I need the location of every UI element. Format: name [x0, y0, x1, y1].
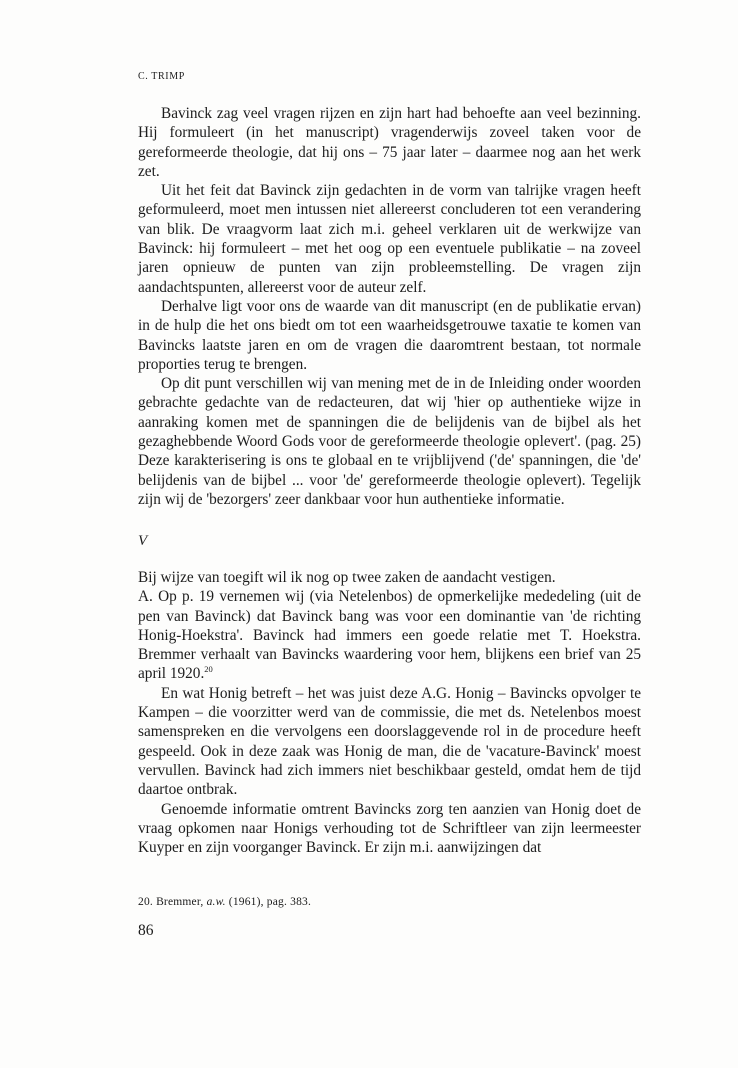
paragraph: Genoemde informatie omtrent Bavincks zorg ten aanzien van Honig doet de vraag opkomen naar Honigs verhouding tot de Schriftleer van zijn leermeester Kuyper en zijn voorganger Bavinck. Er zijn m.i. aanwijzingen dat [138, 800, 641, 857]
section-2-body [138, 568, 641, 857]
footnote-author: Bremmer, [156, 896, 204, 908]
paragraph: Derhalve ligt voor ons de waarde van dit manuscript (en de publikatie ervan) in de hulp die het ons biedt om tot een waarheidsgetrouwe taxatie te komen van Bavincks laatste jaren en om de vragen die daaromtrent bestaan, tot normale proporties terug te brengen. [138, 297, 641, 373]
footnote-rest: (1961), pag. 383. [228, 896, 312, 908]
paragraph: Bavinck zag veel vragen rijzen en zijn hart had behoefte aan veel bezinning. Hij formuleert (in het manuscript) vragenderwijs zoveel taken voor de gereformeerde theologie, dat hij ons – 75 jaar later – daarmee nog aan het werk zet. [138, 105, 641, 180]
footnote [138, 896, 311, 908]
running-head: C. TRIMP [138, 71, 185, 82]
section-heading: V [138, 533, 148, 549]
paragraph-a [138, 587, 641, 683]
section-1-body [138, 104, 641, 509]
paragraph: En wat Honig betreft – het was juist deze A.G. Honig – Bavincks opvolger te Kampen – die voorzitter werd van de commissie, die met ds. Netelenbos moest samenspreken en die vervolgens een doorslaggevende rol in de procedure heeft gespeeld. Ook in deze zaak was Honig de man, die de 'vacature-Bavinck' moest vervullen. Bavinck had zich immers niet beschikbaar gesteld, omdat hem de tijd daartoe ontbrak. [138, 684, 641, 799]
footnote-work: a.w. [206, 896, 226, 908]
paragraph-a-text: A. Op p. 19 vernemen wij (via Netelenbos) de opmerkelijke mededeling (uit de pen van Bavinck) dat Bavinck bang was voor een dominantie van 'de richting Honig-Hoekstra'. Bavinck had immers een goede relatie met T. Hoekstra. Bremmer verhaalt van Bavincks waardering voor hem, blijkens een brief van 25 april 1920. [138, 588, 641, 683]
section-intro: Bij wijze van toegift wil ik nog op twee zaken de aandacht vestigen. [138, 569, 556, 586]
paragraph: Op dit punt verschillen wij van mening met de in de Inleiding onder woorden gebrachte gedachte van de redacteuren, dat wij 'hier op authentieke wijze in aanraking komen met de spanningen die de belijdenis van de bijbel als het gezaghebbende Woord Gods voor de gereformeerde theologie oplevert'. (pag. 25) Deze karakterisering is ons te globaal en te vrijblijvend ('de' spanningen, die 'de' belijdenis van de bijbel ... voor 'de' gereformeerde theologie oplevert). Tegelijk zijn wij de 'bezorgers' zeer dankbaar voor hun authentieke informatie. [138, 375, 641, 508]
footnote-ref: 20 [204, 664, 213, 675]
footnote-number: 20. [138, 896, 153, 908]
paragraph: Uit het feit dat Bavinck zijn gedachten in de vorm van talrijke vragen heeft geformuleerd, moet men intussen niet allereerst concluderen tot een verandering van blik. De vraagvorm laat zich m.i. geheel verklaren uit de werkwijze van Bavinck: hij formuleert – met het oog op een eventuele publikatie – na zoveel jaren opnieuw de punten van zijn probleemstelling. De vragen zijn aandachtspunten, allereerst voor de auteur zelf. [138, 182, 641, 296]
page-number: 86 [138, 922, 154, 939]
